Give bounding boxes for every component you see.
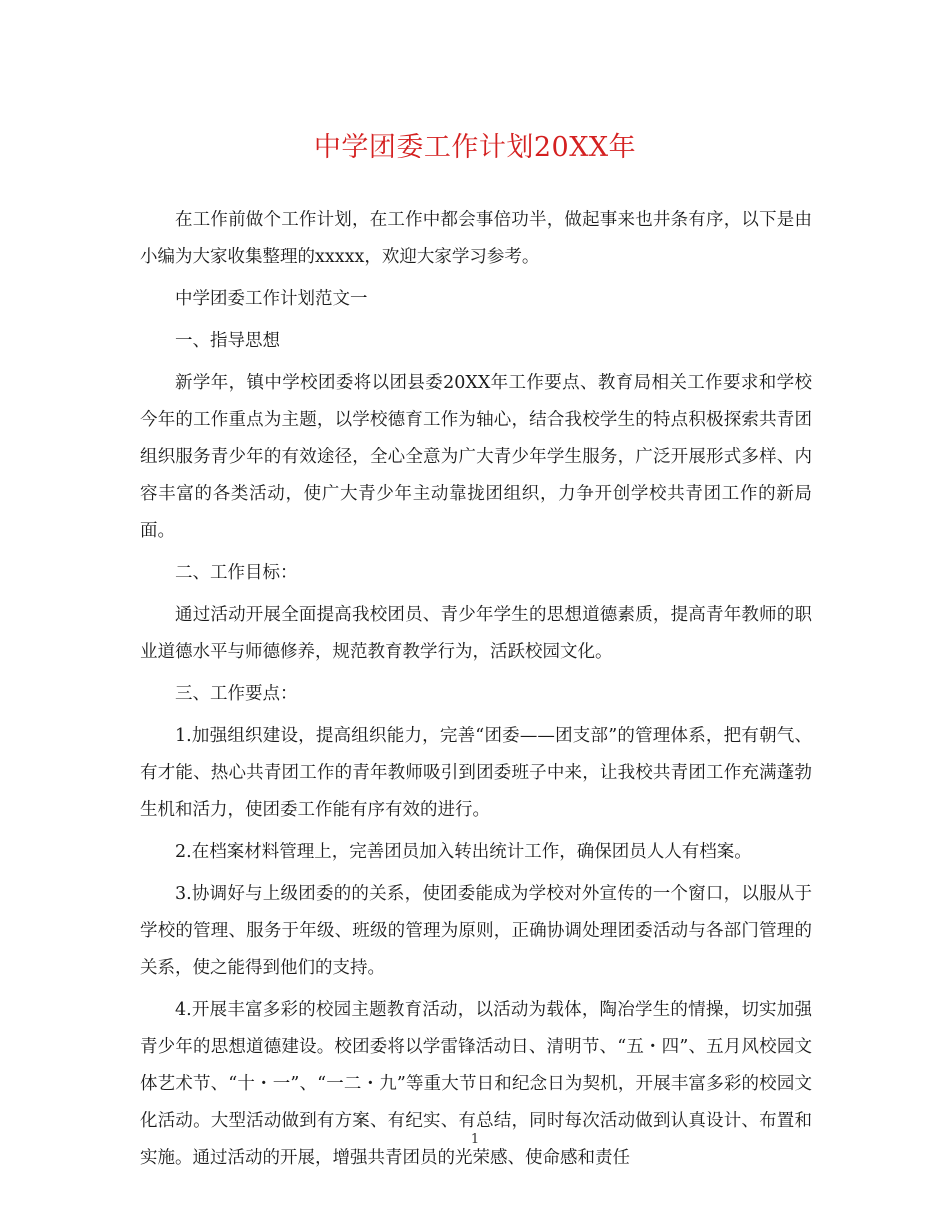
intro-paragraph: 在工作前做个工作计划，在工作中都会事倍功半，做起事来也井条有序，以下是由小编为大家收集整理的xxxxx，欢迎大家学习参考。 — [140, 210, 812, 267]
document-body — [140, 202, 812, 1182]
section-heading-guiding-thought: 一、指导思想 — [175, 331, 280, 351]
page-number: 1 — [470, 1132, 480, 1147]
section-heading-sample-one: 中学团委工作计划范文一 — [175, 289, 368, 309]
key-point-2: 2.在档案材料管理上，完善团员加入转出统计工作，确保团员人人有档案。 — [175, 842, 752, 862]
work-goals-paragraph: 通过活动开展全面提高我校团员、青少年学生的思想道德素质，提高青年教师的职业道德水平与师德修养，规范教育教学行为，活跃校园文化。 — [140, 605, 812, 662]
guiding-thought-paragraph: 新学年，镇中学校团委将以团县委20XX年工作要点、教育局相关工作要求和学校今年的工作重点为主题，以学校德育工作为轴心，结合我校学生的特点积极探索共青团组织服务青少年的有效途径，全心全意为广大青少年学生服务，广泛开展形式多样、内容丰富的各类活动，使广大青少年主动靠拢团组织，力争开创学校共青团工作的新局面。 — [140, 373, 812, 541]
key-point-3: 3.协调好与上级团委的的关系，使团委能成为学校对外宣传的一个窗口，以服从于学校的管理、服务于年级、班级的管理为原则，正确协调处理团委活动与各部门管理的关系，使之能得到他们的支持。 — [140, 884, 812, 978]
section-heading-work-goals: 二、工作目标： — [175, 563, 298, 583]
section-heading-key-points: 三、工作要点： — [175, 684, 298, 704]
key-point-1: 1.加强组织建设，提高组织能力，完善“团委——团支部”的管理体系，把有朝气、有才能、热心共青团工作的青年教师吸引到团委班子中来，让我校共青团工作充满蓬勃生机和活力，使团委工作能有序有效的进行。 — [140, 726, 812, 820]
key-point-4: 4.开展丰富多彩的校园主题教育活动，以活动为载体，陶冶学生的情操，切实加强青少年的思想道德建设。校团委将以学雷锋活动日、清明节、“五・四”、五月风校园文体艺术节、“十・一”、“一二・九”等重大节日和纪念日为契机，开展丰富多彩的校园文化活动。大型活动做到有方案、有纪实、有总结，同时每次活动做到认真设计、布置和实施。通过活动的开展，增强共青团员的光荣感、使命感和责任 — [140, 1000, 812, 1168]
document-title: 中学团委工作计划20XX年 — [313, 132, 637, 163]
